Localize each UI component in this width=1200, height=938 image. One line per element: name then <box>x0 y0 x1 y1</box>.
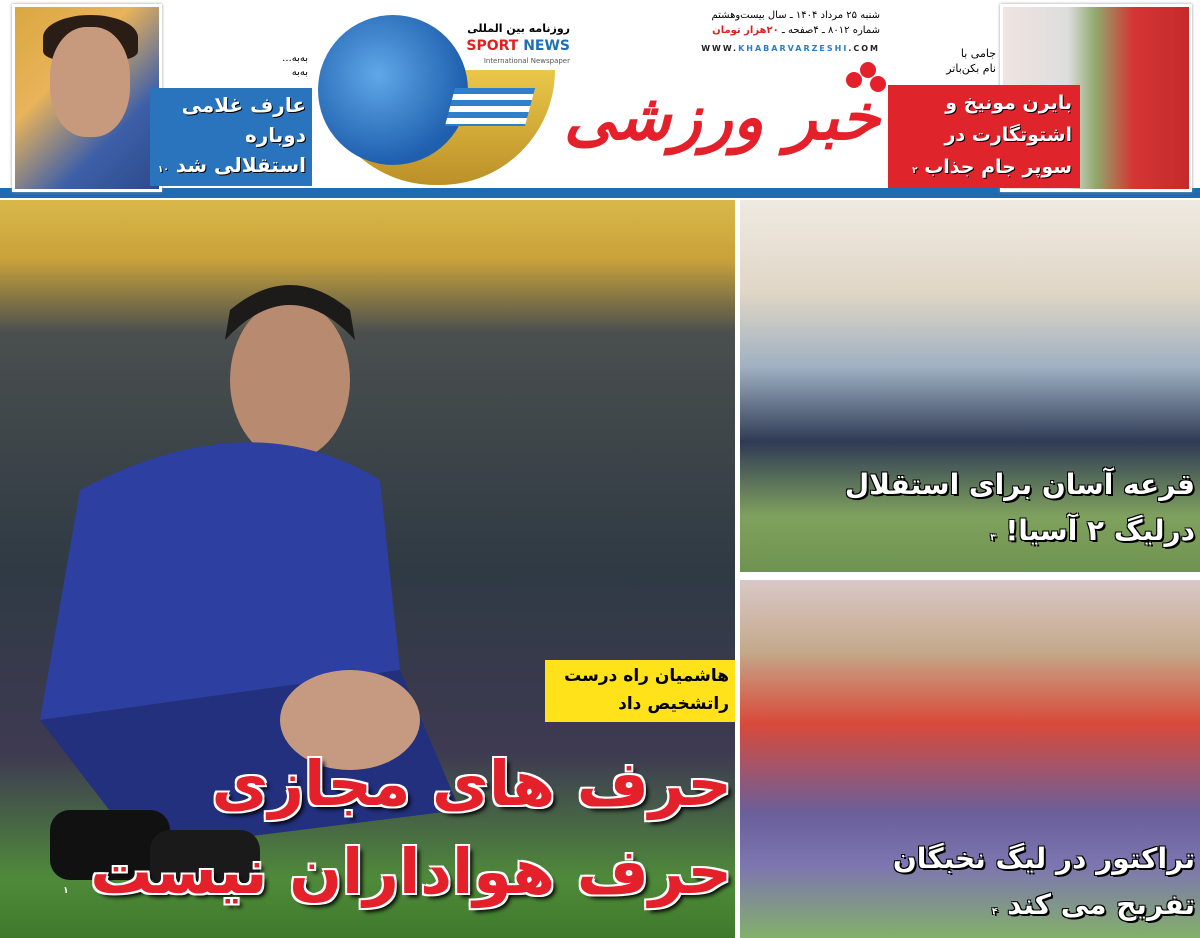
main-headline[interactable] <box>20 740 732 935</box>
masthead-title: خبر ورزشی <box>563 81 880 155</box>
brand-sub: International Newspaper <box>483 57 570 65</box>
title-line: دوباره <box>244 123 306 147</box>
url-part: .COM <box>848 44 880 53</box>
page-ref: ۲ <box>912 166 918 176</box>
masthead-logo[interactable] <box>560 62 880 186</box>
title-line: بایرن مونیخ و <box>945 92 1072 114</box>
brand-en-1: SPORT <box>466 38 519 54</box>
headline-line: حرف های مجازی <box>211 747 732 820</box>
headline-line: حرف هواداران نیست <box>90 835 732 908</box>
story-3-title[interactable] <box>745 836 1195 935</box>
kicker-line: جامی با <box>960 47 996 60</box>
teaser-left-title[interactable] <box>150 88 312 186</box>
brand-en <box>455 38 570 54</box>
story-2-title[interactable] <box>745 462 1195 561</box>
url-part: WWW. <box>701 44 739 53</box>
title-line: قرعه آسان برای استقلال <box>844 468 1195 501</box>
globe-logo-icon <box>318 15 468 165</box>
title-line: عارف غلامی <box>181 93 306 117</box>
brand-en-2: NEWS <box>523 38 570 54</box>
kicker-line: راتشخیص داد <box>618 694 729 714</box>
issue-number-text: شماره ۸۰۱۲ ـ ۴صفحه ـ <box>781 25 880 36</box>
page-ref: ۳ <box>990 533 996 543</box>
brand-fa: روزنامه بین المللی <box>467 22 570 35</box>
teaser-left-photo[interactable] <box>12 4 162 192</box>
title-line: استقلالی شد <box>175 153 306 177</box>
title-line: تراکتور در لیگ نخبگان <box>892 842 1195 875</box>
kicker-line: به‌به <box>291 67 308 78</box>
teaser-left-kicker <box>250 52 308 80</box>
main-story-kicker <box>545 660 735 722</box>
page-ref: ۱ <box>63 886 69 896</box>
issue-number <box>640 25 880 36</box>
url-part: KHABARVARZESHI <box>738 44 849 53</box>
teaser-right-kicker <box>888 46 996 76</box>
flag-logo-icon <box>445 88 535 126</box>
title-line: اشتوتگارت در <box>944 124 1072 146</box>
issue-date: شنبه ۲۵ مرداد ۱۴۰۴ ـ سال بیست‌وهشتم <box>711 10 880 21</box>
title-line: تفریح می کند <box>1007 888 1195 921</box>
page-ref: ۱۰ <box>157 165 169 175</box>
kicker-line: هاشمیان راه درست <box>564 666 729 686</box>
kicker-line: به‌به... <box>282 53 308 64</box>
page-ref: ۴ <box>991 907 998 917</box>
kicker-line: نام بکن‌باتر <box>946 62 996 75</box>
title-line: درلیگ ۲ آسیا! <box>1005 514 1195 547</box>
website-url[interactable] <box>640 44 880 53</box>
teaser-right-title[interactable] <box>888 85 1080 188</box>
title-line: سوپر جام جذاب <box>924 156 1072 178</box>
issue-price: ۲۰هزار تومان <box>712 25 779 36</box>
